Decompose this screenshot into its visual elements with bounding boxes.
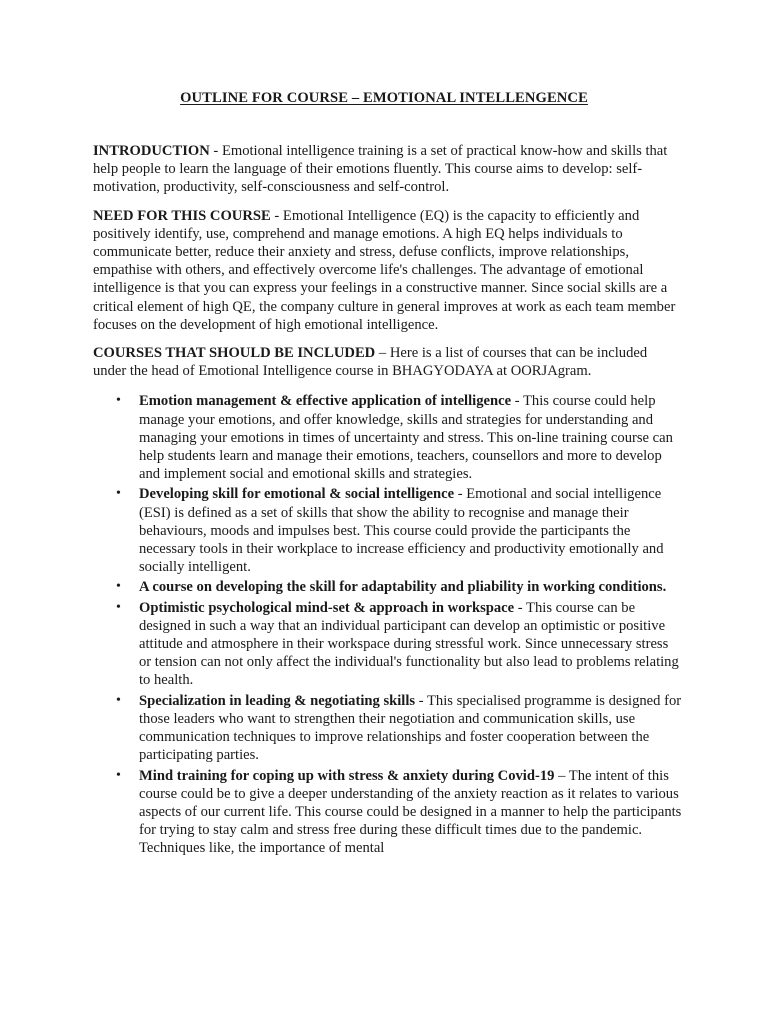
courses-paragraph: [93, 344, 683, 380]
courses-heading: COURSES THAT SHOULD BE INCLUDED: [93, 345, 376, 362]
document-body: [93, 142, 683, 860]
course-list: [93, 392, 683, 857]
course-item: [116, 599, 683, 690]
course-separator: -: [415, 692, 428, 709]
course-title: A course on developing the skill for adaptability and pliability in working conditions.: [139, 579, 667, 596]
courses-text: Here is a list of courses that can be included under the head of Emotional Intelligence course in BHAGYODAYA at OORJAgram.: [93, 345, 648, 380]
course-title: Optimistic psychological mind-set & approach in workspace: [139, 599, 515, 616]
course-description: Emotional and social intelligence (ESI) is defined as a set of skills that show the ability to recognise and manage their behaviours, moods and impulses best. This course could provide the participants the necessary tools in their workplace to increase efficiency and productivity emotionally and socially intelligent.: [139, 486, 664, 576]
course-item: [116, 692, 683, 765]
course-separator: -: [454, 486, 467, 503]
course-description: This course could help manage your emotions, and offer knowledge, skills and strategies for understanding and managing your emotions in times of uncertainty and stress. This on-line training course can help students learn and manage their emotions, teachers, counsellors and more to develop and implement social and emotional skills and strategies.: [139, 393, 673, 483]
introduction-paragraph: [93, 142, 683, 197]
course-separator: -: [514, 599, 527, 616]
course-title: Developing skill for emotional & social intelligence: [139, 486, 455, 503]
need-paragraph: [93, 207, 683, 334]
introduction-separator: -: [209, 143, 222, 159]
bullet-icon: •: [116, 767, 121, 783]
course-item: [116, 392, 683, 483]
need-heading: NEED FOR THIS COURSE: [93, 207, 271, 224]
need-text: Emotional Intelligence (EQ) is the capacity to efficiently and positively identify, use, comprehend and manage emotions. A high EQ helps individuals to communicate better, reduce their anxiety and stress, defuse conflicts, improve relationships, empathise with others, and effectively overcome life's challenges. The advantage of emotional intelligence is that you can express your feelings in a constructive manner. Since social skills are a critical element of high QE, the company culture in general improves at work as each team member focuses on the development of high emotional intelligence.: [93, 207, 676, 333]
course-title: Specialization in leading & negotiating skills: [139, 692, 416, 709]
course-item: [116, 578, 683, 596]
course-title: Mind training for coping up with stress & anxiety during Covid-19: [139, 767, 555, 784]
introduction-heading: INTRODUCTION: [93, 143, 210, 159]
bullet-icon: •: [116, 486, 121, 502]
course-separator: -: [511, 393, 523, 410]
course-item: [116, 767, 683, 858]
introduction-text: Emotional intelligence training is a set of practical know-how and skills that help people to learn the language of their emotions fluently. This course aims to develop: self-motivation, productivity, self-consciousness and self-control.: [93, 143, 668, 196]
document-title: OUTLINE FOR COURSE – EMOTIONAL INTELLENGENCE: [180, 90, 588, 106]
bullet-icon: •: [116, 579, 121, 595]
courses-separator: –: [375, 345, 390, 362]
course-description: The intent of this course could be to give a deeper understanding of the anxiety reaction as it relates to various aspects of our current life. This course could be designed in a manner to help the participants for trying to stay calm and stress free during these difficult times due to the pandemic. Techniques like, the importance of mental: [139, 767, 682, 857]
course-description: This course can be designed in such a way that an individual participant can develop an optimistic or positive attitude and atmosphere in their workspace during stressful work. Since unnecessary stress or tension can not only affect the individual's functionality but also lead to problems relating to health.: [139, 599, 679, 689]
bullet-icon: •: [116, 692, 121, 708]
course-item: [116, 485, 683, 576]
need-separator: -: [270, 207, 283, 224]
course-separator: –: [554, 767, 569, 784]
bullet-icon: •: [116, 393, 121, 409]
bullet-icon: •: [116, 599, 121, 615]
course-title: Emotion management & effective application of intelligence: [139, 393, 512, 410]
course-description: This specialised programme is designed for those leaders who want to strengthen their negotiation and communication skills, use communication techniques to improve relationships and foster cooperation between the participating parties.: [139, 692, 682, 764]
